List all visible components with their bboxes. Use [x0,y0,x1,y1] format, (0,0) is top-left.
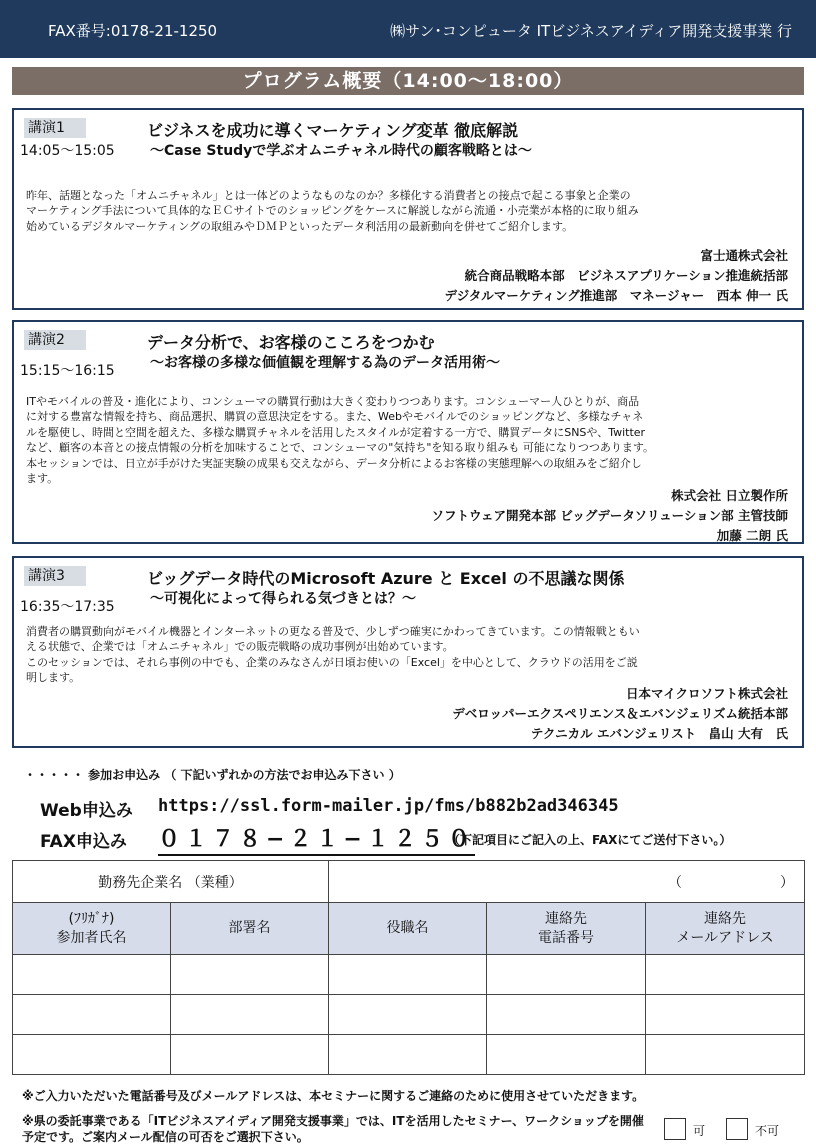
phone-cell[interactable] [487,955,646,995]
department-cell[interactable] [171,955,329,995]
speaker-department: ソフトウェア開発本部 ビッグデータソリューション部 主管技師 [431,508,788,523]
position-cell[interactable] [329,995,487,1035]
web-apply-label: Web申込み [40,801,133,821]
description-line: 昨年、話題となった「オムニチャネル」とは一体どのようなものなのか？多様化する消費者との接点で起こる事象と企業の [26,189,631,202]
table-row [13,995,805,1035]
talk-description [26,624,788,686]
description-line: 始めているデジタルマーケティングの取組みやＤＭＰといったデータ利活用の最新動向を併せてご紹介します。 [26,219,574,233]
column-header-position [329,903,487,955]
phone-cell[interactable] [487,995,646,1035]
fax-apply-number: ０１７８−２１−１２５０ [158,822,475,856]
description-line: このセッションでは、それら事例の中でも、企業のみなさんが日頃お使いの「Excel」を中心として、クラウドの活用をご説 [26,655,638,669]
position-cell[interactable] [329,1035,487,1075]
email-cell[interactable] [646,955,805,995]
talk-title: ビッグデータ時代のMicrosoft Azure と Excel の不思議な関係 [147,569,625,588]
talk-time: 15:15～16:15 [20,363,115,379]
email-cell[interactable] [646,995,805,1035]
privacy-note: ※ご入力いただいた電話番号及びメールアドレスは、本セミナーに関するご連絡のために使用させていただきます。 [22,1089,645,1103]
apply-heading: ・・・・・ 参加お申込み （ 下記いずれかの方法でお申込み下さい ） [24,768,401,782]
speaker-company: 日本マイクロソフト株式会社 [625,686,788,701]
company-name-field[interactable]: （ ） [329,861,805,903]
consent-line: 予定です。ご案内メール配信の可否をご選択下さい。 [22,1130,309,1144]
talk-subtitle: ～Case Studyで学ぶオムニチャネル時代の顧客戦略とは～ [150,143,532,159]
consent-yes-checkbox[interactable] [664,1118,686,1140]
addressee-label: ㈱サン･コンピュータ ITビジネスアイディア開発支援事業 行 [390,22,792,40]
header-line: 連絡先 [704,910,747,927]
talk-title: データ分析で、お客様のこころをつかむ [147,333,435,352]
description-line: 消費者の購買動向がモバイル機器とインターネットの更なる普及で、少しずつ確実にかわってきています。この情報戦ともい [26,625,640,638]
fax-header [0,0,816,58]
name-cell[interactable] [13,995,171,1035]
talk-speaker [432,486,788,546]
talk-speaker [445,246,788,306]
header-line: 連絡先 [545,910,588,927]
description-line: マーケティング手法について具体的なＥＣサイトでのショッピングをケースに解説しながら流通・小売業が本格的に取り組み [26,204,639,218]
talk-tag: 講演2 [24,330,86,350]
application-form [12,860,805,1075]
company-name-label: 勤務先企業名 （業種） [13,861,329,903]
description-line: に対する豊富な情報を持ち、商品選択、購買の意思決定をする。また、Webやモバイルでのショッピングなど、多様なチャネ [26,410,644,424]
fax-apply-label: FAX申込み [40,832,127,852]
talk-3 [12,556,804,748]
talk-subtitle: ～お客様の多様な価値観を理解する為のデータ活用術～ [150,355,500,371]
web-apply-link[interactable]: https://ssl.form-mailer.jp/fms/b882b2ad346345 [158,796,619,816]
talk-speaker [452,684,788,744]
header-line: 電話番号 [538,929,595,946]
column-header-email [646,903,805,955]
speaker-company: 富士通株式会社 [700,248,788,263]
consent-line: ※県の委託事業である「ITビジネスアイディア開発支援事業」では、ITを活用したセミナー、ワークショップを開催 [22,1114,644,1128]
header-line: (ﾌﾘｶﾞﾅ) [68,910,115,927]
description-line: 本セッションでは、日立が手がけた実証実験の成果も交えながら、データ分析によるお客様の実態理解への取組みをご紹介し [26,456,642,470]
consent-no-checkbox[interactable] [726,1118,748,1140]
talk-time: 14:05～15:05 [20,143,115,159]
department-cell[interactable] [171,1035,329,1075]
talk-tag: 講演3 [24,566,86,586]
talk-title: ビジネスを成功に導くマーケティング変革 徹底解説 [147,121,519,140]
description-line: 明します。 [26,671,81,685]
column-header-department [171,903,329,955]
speaker-name: 加藤 二朗 氏 [716,528,788,543]
consent-no-label: 不可 [755,1124,780,1138]
talk-2 [12,320,804,544]
position-cell[interactable] [329,955,487,995]
table-row [13,1035,805,1075]
speaker-name: デジタルマーケティング推進部 マネージャー 西本 伸一 氏 [444,288,788,303]
speaker-name: テクニカル エバンジェリスト 畠山 大有 氏 [530,726,788,741]
fax-apply-note: （下記項目にご記入の上、FAXにてご送付下さい。） [448,833,732,847]
column-header-name [13,903,171,955]
talk-tag: 講演1 [24,118,86,138]
description-line: ます。 [26,472,59,486]
talk-time: 16:35～17:35 [20,599,115,615]
header-line: 参加者氏名 [56,929,127,946]
speaker-company: 株式会社 日立製作所 [671,488,788,503]
header-line: メールアドレス [676,929,774,946]
department-cell[interactable] [171,995,329,1035]
description-line: ルを駆使し、時間と空間を超えた、多様な購買チャネルを活用したスタイルが定着する一方で、購買データにSNSや、Twitter [26,425,646,439]
talk-description [26,394,788,486]
talk-subtitle: ～可視化によって得られる気づきとは？～ [150,591,416,607]
talk-1 [12,108,804,310]
header-line: 部署名 [228,920,271,936]
description-line: える状態で、企業では「オムニチャネル」での販売戦略の成功事例が出始めています。 [26,640,454,654]
name-cell[interactable] [13,955,171,995]
speaker-department: デベロッパーエクスペリエンス＆エバンジェリズム統括本部 [452,706,788,721]
talk-description [26,188,788,234]
name-cell[interactable] [13,1035,171,1075]
phone-cell[interactable] [487,1035,646,1075]
speaker-department: 統合商品戦略本部 ビジネスアプリケーション推進統括部 [464,268,788,283]
consent-yes-label: 可 [693,1124,706,1138]
column-header-phone [487,903,646,955]
header-line: 役職名 [386,920,429,936]
table-row [13,955,805,995]
email-cell[interactable] [646,1035,805,1075]
description-line: など、顧客の本音との接点情報の分析を加味することで、コンシューマの"気持ち"を知る取り組みも 可能になりつつあります。 [26,441,655,455]
program-title: プログラム概要（14:00～18:00） [12,67,804,95]
description-line: ITやモバイルの普及・進化により、コンシューマの購買行動は大きく変わりつつあります。コンシューマー人ひとりが、商品 [26,395,640,408]
fax-number-label: FAX番号:0178-21-1250 [48,22,218,40]
consent-note [22,1113,652,1145]
